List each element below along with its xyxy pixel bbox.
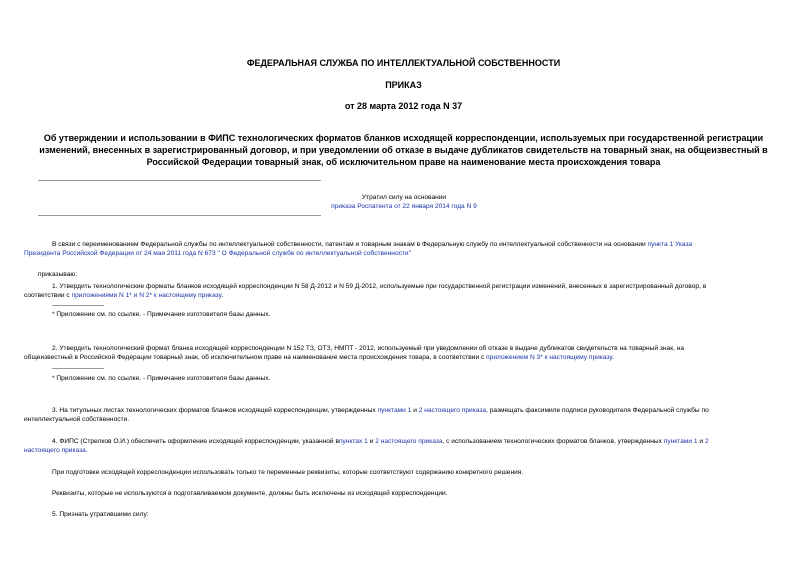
- date-number-heading: от 28 марта 2012 года N 37: [344, 101, 463, 111]
- item-4-paragraph: [24, 437, 768, 455]
- document-title-line-3: Российской Федерации товарный знак, об исключительном праве на наименование места происхождения товара: [146, 157, 661, 167]
- item-3-text: 3. На титульных листах технологических форматов бланков исходящей корреспонденции, утвержденных: [52, 407, 378, 414]
- item-4-link-point-2b[interactable]: 2: [704, 438, 709, 445]
- item-2-paragraph: [24, 344, 768, 362]
- status-link-row: [320, 202, 488, 211]
- item-4-link-points-1b[interactable]: пунктами 1: [663, 438, 698, 445]
- repeal-order-link[interactable]: приказа Роспатента от 22 января 2014 года N 9: [331, 203, 477, 210]
- item-4-link-points-1[interactable]: пунктах 1: [338, 438, 368, 445]
- status-line: Утратил силу на основании: [361, 194, 447, 201]
- org-heading: ФЕДЕРАЛЬНАЯ СЛУЖБА ПО ИНТЕЛЛЕКТУАЛЬНОЙ СОБСТВЕННОСТИ: [246, 58, 561, 68]
- item-4-and-2: и: [697, 438, 705, 445]
- decree-link-part1[interactable]: пункта 1 Указа: [647, 241, 693, 248]
- footnote-2: * Приложение см. по ссылке. - Примечание изготовителя базы данных.: [52, 375, 271, 382]
- item-4-and: и: [367, 438, 376, 445]
- item-4-link-point-2[interactable]: 2 настоящего приказа: [375, 438, 443, 445]
- item-2-text: 2. Утвердить технологический формат бланка исходящей корреспонденции N 152 ТЗ, ОТЗ, НМПТ - 2012, используемый при уведомлении об отказе в выдаче дубликатов свидетельств на товарный знак, на: [52, 345, 685, 352]
- document-title-line-1: Об утверждении и использовании в ФИПС технологических форматов бланков исходящей корреспонденции, используемых при государственной регистрации: [43, 133, 764, 143]
- status-top-divider: [38, 180, 321, 181]
- status-bottom-divider: [38, 215, 321, 216]
- document-title-line-2: изменений, внесенных в зарегистрированный договор, и при уведомлении об отказе в выдаче дубликатов свидетельств на товарный знак, на общеизвестный в: [39, 145, 768, 155]
- item-4-link-this-order[interactable]: настоящего приказа: [24, 447, 86, 454]
- appendix-1-2-link[interactable]: приложениями N 1* и N 2* к настоящему приказу: [71, 292, 222, 299]
- preamble-paragraph: [24, 240, 768, 258]
- footnote-divider-2: [52, 368, 104, 369]
- item-1-text-cont: соответствии с: [24, 292, 72, 299]
- order-word: приказываю:: [38, 271, 78, 278]
- item-3-paragraph: [24, 406, 768, 424]
- item-4-text: 4. ФИПС (Стрелков О.И.) обеспечить оформление исходящей корреспонденции, указанной в: [52, 438, 339, 445]
- footnote-divider-1: [52, 305, 104, 306]
- item-4-text-cont: , с использованием технологических форматов бланков, утвержденных: [442, 438, 664, 445]
- item-3-text-end: интеллектуальной собственности.: [24, 416, 130, 423]
- item-1-text: 1. Утвердить технологические форматы бланков исходящей корреспонденции N 58 Д-2012 и N 59 Д-2012, используемые при государственной регистрации изменений, внесенных в зарегистрированный договор, в: [52, 283, 707, 290]
- item-5-paragraph: 5. Признать утратившими силу:: [52, 511, 149, 518]
- item-2-text-cont: общеизвестный в Российской Федерации товарный знак, об исключительном праве на наименование места происхождения товара, в соответствии с: [24, 354, 487, 361]
- item-3-text-cont: , размещать факсимиле подписи руководителя Федеральной службы по: [486, 407, 709, 414]
- item-3-link-points-1[interactable]: пунктами 1: [377, 407, 412, 414]
- appendix-3-link[interactable]: приложением N 3* к настоящему приказу: [486, 354, 613, 361]
- variables-paragraph: При подготовке исходящей корреспонденции использовать только те переменные реквизиты, которые соответствуют содержанию конкретного решения.: [52, 469, 524, 476]
- decree-link-part2[interactable]: Президента Российской Федерации от 24 мая 2011 года N 673 " О Федеральной службе по интеллектуальной собственности": [24, 250, 411, 257]
- item-4-end: .: [85, 447, 88, 454]
- preamble-text: В связи с переименованием Федеральной службы по интеллектуальной собственности, патентам и товарным знакам в Федеральную службу по интеллектуальной собственности на основании: [52, 241, 648, 248]
- item-3-link-point-2[interactable]: 2 настоящего приказа: [418, 407, 487, 414]
- item-3-and: и: [411, 407, 419, 414]
- excluded-paragraph: Реквизиты, которые не используются в подготавливаемом документе, должны быть исключены из исходящей корреспонденции.: [52, 490, 448, 497]
- doc-type-heading: ПРИКАЗ: [385, 80, 422, 90]
- footnote-1: * Приложение см. по ссылке. - Примечание изготовителя базы данных.: [52, 311, 271, 318]
- item-1-paragraph: [24, 282, 768, 300]
- item-1-end: .: [221, 292, 224, 299]
- item-2-end: .: [612, 354, 614, 361]
